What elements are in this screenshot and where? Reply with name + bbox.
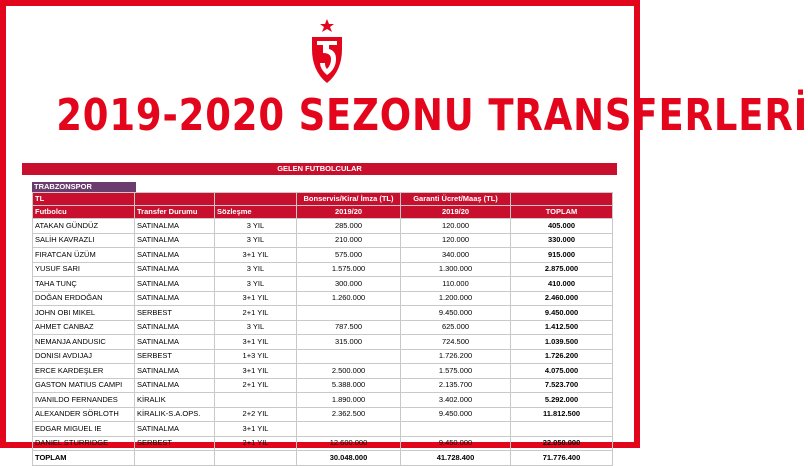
salary-total: 41.728.400 xyxy=(401,451,511,466)
empty-header-cell xyxy=(511,193,613,206)
player-cell: ATAKAN GÜNDÜZ xyxy=(33,219,135,234)
contract-cell: 3+1 YIL xyxy=(215,291,297,306)
table-row xyxy=(33,335,613,350)
total-cell: 1.412.500 xyxy=(511,320,613,335)
total-cell: 4.075.000 xyxy=(511,364,613,379)
transfer-type-cell: SATINALMA xyxy=(135,291,215,306)
player-cell: YUSUF SARI xyxy=(33,262,135,277)
player-cell: ERCE KARDEŞLER xyxy=(33,364,135,379)
total-cell: 410.000 xyxy=(511,277,613,292)
contract-column-header: Sözleşme xyxy=(215,206,297,219)
table-row xyxy=(33,436,613,451)
table-row xyxy=(33,248,613,263)
type-column-header: Transfer Durumu xyxy=(135,206,215,219)
fee-cell: 575.000 xyxy=(297,248,401,263)
salary-cell: 1.726.200 xyxy=(401,349,511,364)
contract-cell: 2+1 YIL xyxy=(215,306,297,321)
total-cell: 1.726.200 xyxy=(511,349,613,364)
table-row xyxy=(33,364,613,379)
total-cell: 915.000 xyxy=(511,248,613,263)
fee-cell xyxy=(297,349,401,364)
fee-cell: 2.362.500 xyxy=(297,407,401,422)
table-header-row-2 xyxy=(33,206,613,219)
salary-cell: 2.135.700 xyxy=(401,378,511,393)
total-cell: 22.050.000 xyxy=(511,436,613,451)
transfer-type-cell: SATINALMA xyxy=(135,378,215,393)
currency-header: TL xyxy=(33,193,135,206)
totals-row xyxy=(33,451,613,466)
total-cell: 330.000 xyxy=(511,233,613,248)
transfer-type-cell: SATINALMA xyxy=(135,364,215,379)
total-cell: 7.523.700 xyxy=(511,378,613,393)
transfer-type-cell: SATINALMA xyxy=(135,335,215,350)
table-row xyxy=(33,233,613,248)
transfer-type-cell: SERBEST xyxy=(135,306,215,321)
fee-cell: 2.500.000 xyxy=(297,364,401,379)
fee-cell xyxy=(297,306,401,321)
fee-cell: 1.575.000 xyxy=(297,262,401,277)
bonservis-header: Bonservis/Kira/ İmza (TL) xyxy=(297,193,401,206)
player-cell: FIRATCAN ÜZÜM xyxy=(33,248,135,263)
transfer-type-cell: SATINALMA xyxy=(135,320,215,335)
player-cell: AHMET CANBAZ xyxy=(33,320,135,335)
table-row xyxy=(33,277,613,292)
table-row xyxy=(33,219,613,234)
total-cell: 2.460.000 xyxy=(511,291,613,306)
contract-cell: 2+1 YIL xyxy=(215,378,297,393)
transfer-type-cell: KİRALIK-S.A.OPS. xyxy=(135,407,215,422)
contract-cell: 3 YIL xyxy=(215,219,297,234)
contract-cell: 3 YIL xyxy=(215,262,297,277)
salary-cell: 340.000 xyxy=(401,248,511,263)
transfer-type-cell: SATINALMA xyxy=(135,277,215,292)
player-cell: DANIEL STURRIDGE xyxy=(33,436,135,451)
contract-cell: 3 YIL xyxy=(215,320,297,335)
salary-cell: 1.300.000 xyxy=(401,262,511,277)
salary-season-header: 2019/20 xyxy=(401,206,511,219)
team-label: TRABZONSPOR xyxy=(32,182,136,192)
transfer-type-cell: SERBEST xyxy=(135,349,215,364)
salary-cell: 9.450.000 xyxy=(401,436,511,451)
fee-cell: 300.000 xyxy=(297,277,401,292)
garanti-header: Garanti Ücret/Maaş (TL) xyxy=(401,193,511,206)
table-row xyxy=(33,407,613,422)
salary-cell: 9.450.000 xyxy=(401,407,511,422)
empty-header-cell xyxy=(215,193,297,206)
salary-cell: 724.500 xyxy=(401,335,511,350)
fee-cell: 787.500 xyxy=(297,320,401,335)
salary-cell: 9.450.000 xyxy=(401,306,511,321)
contract-cell: 3 YIL xyxy=(215,277,297,292)
contract-cell: 1+3 YIL xyxy=(215,349,297,364)
trabzonspor-logo-icon xyxy=(309,19,345,85)
totals-label: TOPLAM xyxy=(33,451,135,466)
empty-cell xyxy=(215,451,297,466)
contract-cell: 3+1 YIL xyxy=(215,335,297,350)
fee-cell: 315.000 xyxy=(297,335,401,350)
transfer-type-cell: SATINALMA xyxy=(135,248,215,263)
fee-cell: 210.000 xyxy=(297,233,401,248)
table-row xyxy=(33,291,613,306)
fee-cell: 285.000 xyxy=(297,219,401,234)
table-header-row-1 xyxy=(33,193,613,206)
player-cell: EDGAR MIGUEL IE xyxy=(33,422,135,437)
total-cell: 1.039.500 xyxy=(511,335,613,350)
player-cell: JOHN OBI MIKEL xyxy=(33,306,135,321)
salary-cell: 110.000 xyxy=(401,277,511,292)
fee-season-header: 2019/20 xyxy=(297,206,401,219)
contract-cell: 3+1 YIL xyxy=(215,248,297,263)
player-cell: GASTON MATIUS CAMPI xyxy=(33,378,135,393)
contract-cell: 3 YIL xyxy=(215,233,297,248)
total-cell: 9.450.000 xyxy=(511,306,613,321)
total-cell: 11.812.500 xyxy=(511,407,613,422)
transfer-type-cell: SATINALMA xyxy=(135,262,215,277)
section-label: GELEN FUTBOLCULAR xyxy=(22,163,617,175)
page-title: 2019-2020 SEZONU TRANSFERLERİ xyxy=(56,90,808,141)
salary-cell: 120.000 xyxy=(401,219,511,234)
salary-cell: 120.000 xyxy=(401,233,511,248)
table-row xyxy=(33,349,613,364)
fee-cell: 1.260.000 xyxy=(297,291,401,306)
total-cell xyxy=(511,422,613,437)
table-row xyxy=(33,306,613,321)
fee-total: 30.048.000 xyxy=(297,451,401,466)
transfer-type-cell: SATINALMA xyxy=(135,219,215,234)
player-cell: NEMANJA ANDUSIC xyxy=(33,335,135,350)
total-cell: 2.875.000 xyxy=(511,262,613,277)
fee-cell: 1.890.000 xyxy=(297,393,401,408)
transfer-type-cell: SATINALMA xyxy=(135,422,215,437)
player-cell: IVANILDO FERNANDES xyxy=(33,393,135,408)
salary-cell: 1.575.000 xyxy=(401,364,511,379)
player-cell: TAHA TUNÇ xyxy=(33,277,135,292)
player-cell: DOĞAN ERDOĞAN xyxy=(33,291,135,306)
contract-cell: 3+1 YIL xyxy=(215,422,297,437)
table-row xyxy=(33,422,613,437)
total-column-header: TOPLAM xyxy=(511,206,613,219)
table-row xyxy=(33,378,613,393)
salary-cell: 3.402.000 xyxy=(401,393,511,408)
player-cell: ALEXANDER SÖRLOTH xyxy=(33,407,135,422)
fee-cell xyxy=(297,422,401,437)
empty-header-cell xyxy=(135,193,215,206)
table-row xyxy=(33,262,613,277)
contract-cell xyxy=(215,393,297,408)
contract-cell: 3+1 YIL xyxy=(215,364,297,379)
player-cell: SALİH KAVRAZLI xyxy=(33,233,135,248)
contract-cell: 2+2 YIL xyxy=(215,407,297,422)
transfers-table xyxy=(32,192,613,466)
player-cell: DONISI AVDIJAJ xyxy=(33,349,135,364)
salary-cell: 1.200.000 xyxy=(401,291,511,306)
player-column-header: Futbolcu xyxy=(33,206,135,219)
total-cell: 405.000 xyxy=(511,219,613,234)
transfer-type-cell: SATINALMA xyxy=(135,233,215,248)
grand-total: 71.776.400 xyxy=(511,451,613,466)
fee-cell: 5.388.000 xyxy=(297,378,401,393)
table-row xyxy=(33,393,613,408)
table-row xyxy=(33,320,613,335)
contract-cell: 2+1 YIL xyxy=(215,436,297,451)
salary-cell: 625.000 xyxy=(401,320,511,335)
transfer-type-cell: KİRALIK xyxy=(135,393,215,408)
total-cell: 5.292.000 xyxy=(511,393,613,408)
empty-cell xyxy=(135,451,215,466)
transfer-type-cell: SERBEST xyxy=(135,436,215,451)
fee-cell: 12.600.000 xyxy=(297,436,401,451)
salary-cell xyxy=(401,422,511,437)
